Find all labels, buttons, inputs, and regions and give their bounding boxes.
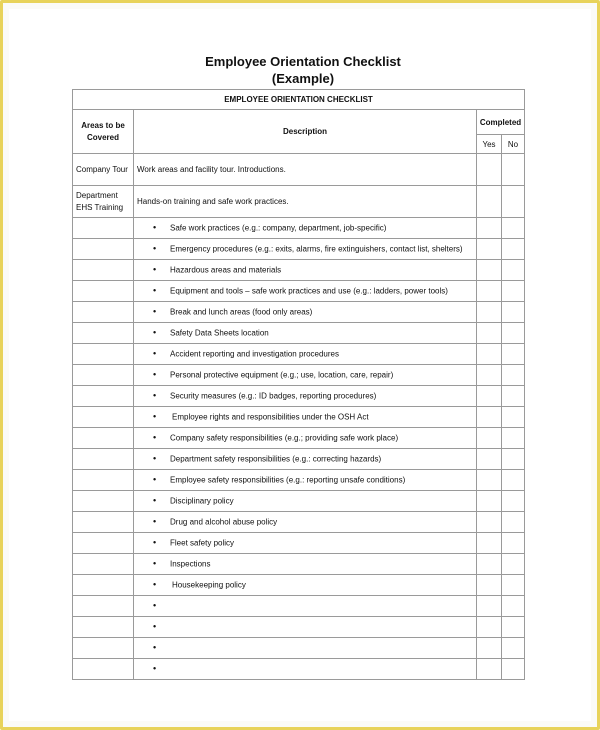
area-cell-empty [73,533,134,554]
area-cell-empty [73,218,134,239]
no-checkbox-cell[interactable] [502,491,525,512]
item-text: Disciplinary policy [170,496,234,506]
area-cell-empty [73,575,134,596]
area-cell-empty [73,428,134,449]
item-description-cell [134,596,477,617]
no-checkbox-cell[interactable] [502,186,525,218]
checklist-item-row [73,323,525,344]
area-label: Department EHS Training [73,186,134,218]
checklist-item-row [73,533,525,554]
description-header: Description [134,110,477,154]
item-text: Safe work practices (e.g.: company, department, job-specific) [170,223,387,233]
bullet-icon: • [153,222,157,233]
bullet-icon: • [153,579,157,590]
no-checkbox-cell[interactable] [502,323,525,344]
no-checkbox-cell[interactable] [502,428,525,449]
yes-checkbox-cell[interactable] [477,617,502,638]
area-cell-empty [73,344,134,365]
yes-checkbox-cell[interactable] [477,386,502,407]
item-text: Department safety responsibilities (e.g.: correcting hazards) [170,454,382,464]
yes-header: Yes [477,135,502,154]
area-cell-empty [73,260,134,281]
area-cell-empty [73,491,134,512]
completed-header: Completed [477,110,525,135]
bullet-icon: • [153,411,157,422]
bullet-icon: • [153,495,157,506]
area-description: Work areas and facility tour. Introductions. [134,154,477,186]
area-cell-empty [73,617,134,638]
no-checkbox-cell[interactable] [502,512,525,533]
bullet-icon: • [153,348,157,359]
checklist-item-row [73,218,525,239]
yes-checkbox-cell[interactable] [477,428,502,449]
checklist-item-row [73,554,525,575]
area-cell-empty [73,323,134,344]
item-text: Employee rights and responsibilities under the OSH Act [172,412,369,422]
item-description-cell [134,512,477,533]
checklist-table [72,89,525,680]
bullet-icon: • [153,306,157,317]
bullet-icon: • [153,432,157,443]
bullet-icon: • [153,621,157,632]
yes-checkbox-cell[interactable] [477,186,502,218]
yes-checkbox-cell[interactable] [477,407,502,428]
item-description-cell [134,470,477,491]
item-description-cell [134,449,477,470]
document-subtitle: (Example) [271,71,335,86]
area-row [73,186,525,218]
table-banner-row [73,90,525,110]
area-cell-empty [73,281,134,302]
item-description-cell [134,491,477,512]
bullet-icon: • [153,516,157,527]
area-cell-empty [73,407,134,428]
area-cell-empty [73,386,134,407]
checklist-item-row [73,302,525,323]
bullet-icon: • [153,642,157,653]
area-cell-empty [73,554,134,575]
no-checkbox-cell[interactable] [502,533,525,554]
document-title: Employee Orientation Checklist [205,54,401,69]
item-description-cell [134,218,477,239]
no-checkbox-cell[interactable] [502,638,525,659]
item-description-cell [134,386,477,407]
item-text: Accident reporting and investigation procedures [170,349,339,359]
area-cell-empty [73,449,134,470]
item-text: Company safety responsibilities (e.g.; providing safe work place) [170,433,399,443]
yes-checkbox-cell[interactable] [477,554,502,575]
item-description-cell [134,617,477,638]
bullet-icon: • [153,558,157,569]
item-text: Drug and alcohol abuse policy [170,517,278,527]
no-checkbox-cell[interactable] [502,218,525,239]
item-description-cell [134,344,477,365]
item-text: Equipment and tools – safe work practices and use (e.g.: ladders, power tools) [170,286,448,296]
item-description-cell [134,365,477,386]
no-checkbox-cell[interactable] [502,260,525,281]
checklist-item-row [73,281,525,302]
yes-checkbox-cell[interactable] [477,218,502,239]
item-description-cell [134,554,477,575]
item-text: Personal protective equipment (e.g.; use, location, care, repair) [170,370,394,380]
no-checkbox-cell[interactable] [502,302,525,323]
yes-checkbox-cell[interactable] [477,281,502,302]
checklist-item-row [73,617,525,638]
yes-checkbox-cell[interactable] [477,575,502,596]
bullet-icon: • [153,474,157,485]
item-description-cell [134,428,477,449]
no-checkbox-cell[interactable] [502,281,525,302]
checklist-item-row [73,596,525,617]
checklist-item-row [73,575,525,596]
no-checkbox-cell[interactable] [502,407,525,428]
no-checkbox-cell[interactable] [502,386,525,407]
area-cell-empty [73,638,134,659]
bullet-icon: • [153,369,157,380]
item-description-cell [134,302,477,323]
item-description-cell [134,533,477,554]
checklist-item-row [73,386,525,407]
item-text: Break and lunch areas (food only areas) [170,307,313,317]
item-description-cell [134,323,477,344]
checklist-item-row [73,428,525,449]
checklist-item-row [73,344,525,365]
no-checkbox-cell[interactable] [502,365,525,386]
bullet-icon: • [153,453,157,464]
yes-checkbox-cell[interactable] [477,512,502,533]
checklist-item-row [73,638,525,659]
checklist-item-row [73,365,525,386]
yes-checkbox-cell[interactable] [477,449,502,470]
no-checkbox-cell[interactable] [502,449,525,470]
bullet-icon: • [153,663,157,674]
yes-checkbox-cell[interactable] [477,533,502,554]
item-description-cell [134,260,477,281]
yes-checkbox-cell[interactable] [477,239,502,260]
area-cell-empty [73,365,134,386]
checklist-item-row [73,449,525,470]
item-description-cell [134,407,477,428]
yes-checkbox-cell[interactable] [477,344,502,365]
yes-checkbox-cell[interactable] [477,638,502,659]
area-row [73,154,525,186]
item-text: Security measures (e.g.: ID badges, reporting procedures) [170,391,377,401]
yes-checkbox-cell[interactable] [477,260,502,281]
bullet-icon: • [153,285,157,296]
item-text: Safety Data Sheets location [170,328,269,338]
area-cell-empty [73,512,134,533]
checklist-item-row [73,470,525,491]
item-text: Inspections [170,559,211,569]
checklist-item-row [73,659,525,680]
area-description: Hands-on training and safe work practices. [134,186,477,218]
yes-checkbox-cell[interactable] [477,154,502,186]
yes-checkbox-cell[interactable] [477,596,502,617]
item-description-cell [134,659,477,680]
yes-checkbox-cell[interactable] [477,659,502,680]
item-text: Housekeeping policy [172,580,246,590]
no-checkbox-cell[interactable] [502,470,525,491]
checklist-item-row [73,512,525,533]
no-checkbox-cell[interactable] [502,596,525,617]
no-checkbox-cell[interactable] [502,659,525,680]
area-cell-empty [73,596,134,617]
item-description-cell [134,638,477,659]
document-page [9,9,591,721]
checklist-item-row [73,491,525,512]
area-label: Company Tour [73,154,134,186]
areas-header: Areas to be Covered [73,110,134,154]
item-text: Fleet safety policy [170,538,235,548]
bullet-icon: • [153,390,157,401]
area-cell-empty [73,239,134,260]
table-banner: EMPLOYEE ORIENTATION CHECKLIST [73,90,525,110]
no-checkbox-cell[interactable] [502,575,525,596]
header-row [73,110,525,135]
bullet-icon: • [153,264,157,275]
item-description-cell [134,239,477,260]
yes-checkbox-cell[interactable] [477,323,502,344]
bullet-icon: • [153,537,157,548]
no-checkbox-cell[interactable] [502,617,525,638]
yes-checkbox-cell[interactable] [477,365,502,386]
area-cell-empty [73,302,134,323]
item-text: Hazardous areas and materials [170,265,282,275]
bullet-icon: • [153,243,157,254]
no-checkbox-cell[interactable] [502,554,525,575]
item-text: Employee safety responsibilities (e.g.: reporting unsafe conditions) [170,475,406,485]
yes-checkbox-cell[interactable] [477,470,502,491]
no-header: No [502,135,525,154]
no-checkbox-cell[interactable] [502,239,525,260]
checklist-item-row [73,407,525,428]
bullet-icon: • [153,327,157,338]
no-checkbox-cell[interactable] [502,154,525,186]
bullet-icon: • [153,600,157,611]
checklist-item-row [73,260,525,281]
yes-checkbox-cell[interactable] [477,491,502,512]
yes-checkbox-cell[interactable] [477,302,502,323]
area-cell-empty [73,659,134,680]
checklist-item-row [73,239,525,260]
item-text: Emergency procedures (e.g.: exits, alarms, fire extinguishers, contact list, shelters) [170,244,463,254]
item-description-cell [134,281,477,302]
item-description-cell [134,575,477,596]
area-cell-empty [73,470,134,491]
no-checkbox-cell[interactable] [502,344,525,365]
